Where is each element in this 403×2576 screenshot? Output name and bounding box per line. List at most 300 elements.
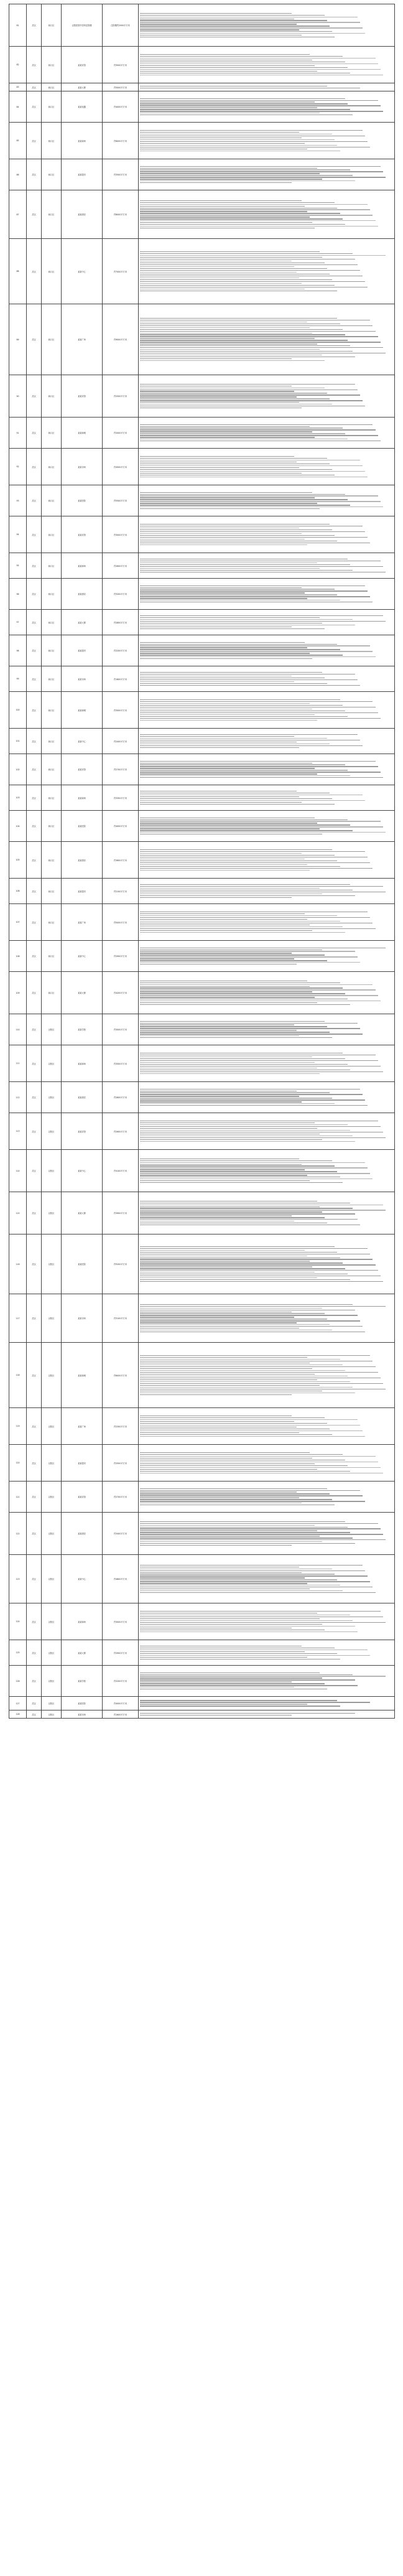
requirement-line: [140, 1092, 330, 1093]
requirement-line: [140, 649, 340, 650]
requirement-line: [140, 1541, 322, 1542]
row-requirements: [139, 1666, 395, 1697]
row-district: 硚口区: [42, 729, 62, 754]
requirement-line: [140, 1359, 340, 1360]
requirement-line: [140, 345, 350, 346]
requirement-line: [140, 699, 340, 700]
requirement-line: [140, 1266, 312, 1267]
row-requirements: [139, 754, 395, 785]
requirement-line: [140, 1495, 363, 1496]
requirement-line: [140, 426, 310, 427]
row-district: 汉阳区: [42, 1555, 62, 1603]
requirement-line: [140, 1252, 337, 1253]
row-district: 硚口区: [42, 811, 62, 842]
table-row: [9, 418, 395, 449]
requirement-line: [140, 1211, 322, 1212]
table-row: [9, 47, 395, 83]
row-requirements: [139, 553, 395, 579]
requirement-line: [140, 1463, 315, 1464]
row-district: 汉阳区: [42, 1482, 62, 1513]
row-unit-name: 某某大厦: [62, 83, 103, 91]
requirement-line: [140, 69, 381, 70]
row-district: 硚口区: [42, 4, 62, 47]
requirement-line: [140, 433, 345, 434]
row-unit-name: 某某宾馆: [62, 47, 103, 83]
requirement-line: [140, 535, 335, 536]
requirement-line: [140, 1023, 358, 1024]
row-requirements: [139, 904, 395, 941]
row-number: 93: [9, 485, 27, 516]
row-district: 硚口区: [42, 375, 62, 418]
row-requirements: [139, 811, 395, 842]
requirement-line: [140, 1539, 386, 1540]
row-city: 武汉: [27, 449, 42, 485]
requirement-line: [140, 1425, 360, 1426]
row-building-area: 约2800平方米: [103, 1082, 139, 1113]
row-building-area: 约2900平方米: [103, 1640, 139, 1666]
table-row: [9, 1150, 395, 1192]
requirement-line: [140, 268, 327, 269]
row-building-area: 约1600平方米: [103, 1710, 139, 1719]
requirement-line: [140, 804, 335, 805]
requirement-line: [140, 615, 383, 616]
row-unit-name: 某某医院: [62, 1697, 103, 1710]
requirement-line: [140, 166, 381, 167]
row-unit-name: 某某电器: [62, 91, 103, 123]
row-requirements: [139, 972, 395, 1014]
row-requirements: [139, 1150, 395, 1192]
requirement-line: [140, 1262, 343, 1263]
requirement-line: [140, 396, 297, 397]
requirement-line: [140, 897, 292, 898]
requirement-line: [140, 105, 381, 106]
table-row: [9, 811, 395, 842]
row-city: 武汉: [27, 91, 42, 123]
table-row: [9, 729, 395, 754]
requirement-line: [140, 1579, 337, 1580]
requirement-line: [140, 1366, 376, 1367]
requirement-line: [140, 777, 383, 778]
requirement-line: [140, 1394, 292, 1395]
requirement-line: [140, 1071, 383, 1072]
row-requirements: [139, 1343, 395, 1408]
row-city: 武汉: [27, 1697, 42, 1710]
row-number: 125: [9, 1640, 27, 1666]
requirement-line: [140, 621, 386, 622]
requirement-line: [140, 1167, 368, 1168]
row-district: 汉阳区: [42, 1513, 62, 1555]
requirement-line: [140, 705, 343, 706]
requirement-line: [140, 253, 353, 254]
requirement-line: [140, 1002, 317, 1003]
row-city: 武汉: [27, 1513, 42, 1555]
row-building-area: 约3000平方米: [103, 692, 139, 729]
table-row: [9, 1513, 395, 1555]
requirement-line: [140, 598, 307, 599]
row-number: 115: [9, 1192, 27, 1234]
row-unit-name: 某某宾馆: [62, 1482, 103, 1513]
requirement-line: [140, 921, 340, 922]
requirement-line: [140, 327, 310, 328]
requirement-line: [140, 1268, 345, 1269]
requirement-line: [140, 718, 381, 719]
requirement-line: [140, 1270, 378, 1271]
requirement-line: [140, 1618, 320, 1619]
requirement-line: [140, 962, 360, 963]
row-building-area: 约6000平方米: [103, 123, 139, 159]
requirement-line: [140, 1248, 368, 1249]
row-district: 硚口区: [42, 91, 62, 123]
requirement-line: [140, 884, 350, 885]
requirement-line: [140, 1073, 320, 1074]
row-city: 武汉: [27, 1640, 42, 1666]
requirement-line: [140, 360, 325, 361]
table-row: [9, 375, 395, 418]
row-number: 90: [9, 375, 27, 418]
table-row: [9, 1014, 395, 1045]
row-city: 武汉: [27, 842, 42, 879]
row-district: 硚口区: [42, 692, 62, 729]
requirement-line: [140, 1572, 302, 1573]
table-row: [9, 754, 395, 785]
requirement-line: [140, 1700, 337, 1701]
requirement-line: [140, 524, 330, 525]
row-requirements: [139, 304, 395, 375]
requirement-line: [140, 796, 299, 797]
requirement-line: [140, 989, 376, 990]
table-row: [9, 190, 395, 239]
requirement-line: [140, 1089, 360, 1090]
requirement-line: [140, 564, 350, 565]
requirement-line: [140, 1281, 383, 1282]
table-row: [9, 1482, 395, 1513]
requirement-line: [140, 594, 337, 595]
requirement-line: [140, 1306, 386, 1307]
requirement-line: [140, 1527, 348, 1528]
requirement-line: [140, 864, 307, 865]
row-requirements: [139, 449, 395, 485]
row-number: 102: [9, 754, 27, 785]
row-unit-name: 某某商场: [62, 1045, 103, 1082]
requirement-line: [140, 1035, 299, 1036]
row-city: 武汉: [27, 1603, 42, 1640]
requirement-line: [140, 798, 332, 799]
row-district: 汉阳区: [42, 1343, 62, 1408]
table-row: [9, 579, 395, 610]
row-requirements: [139, 1113, 395, 1150]
requirement-line: [140, 109, 350, 110]
requirement-line: [140, 1657, 307, 1658]
requirement-line: [140, 224, 345, 225]
row-unit-name: 某某市场: [62, 449, 103, 485]
requirement-line: [140, 738, 327, 739]
requirement-line: [140, 173, 320, 174]
requirement-line: [140, 506, 383, 507]
requirement-line: [140, 266, 294, 267]
requirement-line: [140, 826, 383, 827]
requirement-line: [140, 1581, 370, 1582]
requirement-line: [140, 1467, 381, 1468]
row-unit-name: 某某广场: [62, 1408, 103, 1445]
requirement-line: [140, 20, 327, 21]
row-requirements: [139, 1603, 395, 1640]
requirement-line: [140, 658, 312, 659]
requirement-line: [140, 1101, 302, 1102]
requirement-line: [140, 544, 307, 545]
row-district: 汉阳区: [42, 1603, 62, 1640]
row-building-area: 约3000平方米: [103, 47, 139, 83]
table-row: [9, 1192, 395, 1234]
requirement-line: [140, 206, 305, 207]
requirement-line: [140, 1624, 322, 1625]
requirement-line: [140, 349, 320, 350]
row-requirements: [139, 47, 395, 83]
requirement-line: [140, 761, 376, 762]
requirement-line: [140, 222, 312, 223]
requirement-line: [140, 101, 315, 102]
requirement-line: [140, 954, 325, 955]
requirement-line: [140, 642, 305, 643]
requirement-line: [140, 1130, 350, 1131]
requirement-line: [140, 716, 348, 717]
requirement-line: [140, 103, 348, 104]
row-number: 122: [9, 1513, 27, 1555]
requirement-line: [140, 1525, 315, 1526]
requirement-line: [140, 1137, 386, 1138]
row-number: 123: [9, 1555, 27, 1603]
requirement-line: [140, 1141, 355, 1142]
row-number: 94: [9, 516, 27, 553]
row-unit-name: 某某酒店: [62, 579, 103, 610]
row-city: 武汉: [27, 941, 42, 972]
row-number: 109: [9, 972, 27, 1014]
requirement-line: [140, 1454, 343, 1455]
row-district: 汉阳区: [42, 1445, 62, 1482]
row-city: 武汉: [27, 239, 42, 304]
row-requirements: [139, 159, 395, 190]
requirement-line: [140, 1499, 332, 1500]
requirement-line: [140, 628, 325, 629]
requirement-line: [140, 1028, 360, 1029]
requirement-line: [140, 1620, 353, 1621]
requirement-line: [140, 499, 348, 500]
row-district: 汉阳区: [42, 1082, 62, 1113]
requirement-line: [140, 145, 337, 146]
table-row: [9, 972, 395, 1014]
requirement-line: [140, 1452, 310, 1453]
requirement-line: [140, 1385, 320, 1386]
row-number: 128: [9, 1710, 27, 1719]
requirement-line: [140, 1064, 348, 1065]
requirement-line: [140, 325, 373, 326]
row-city: 武汉: [27, 1408, 42, 1445]
row-number: 105: [9, 842, 27, 879]
row-unit-name: 某某大厦: [62, 1640, 103, 1666]
table-row: [9, 785, 395, 811]
requirement-line: [140, 209, 370, 210]
requirement-line: [140, 617, 320, 618]
requirement-line: [140, 347, 383, 348]
row-city: 武汉: [27, 610, 42, 635]
requirement-line: [140, 1497, 299, 1498]
row-building-area: 约5500平方米: [103, 485, 139, 516]
row-building-area: 约2000平方米: [103, 418, 139, 449]
requirement-line: [140, 1419, 358, 1420]
row-requirements: [139, 375, 395, 418]
requirement-line: [140, 830, 353, 831]
requirement-line: [140, 828, 320, 829]
requirement-line: [140, 1368, 312, 1369]
row-unit-name: 汉阳医院中医科住院楼: [62, 4, 103, 47]
row-number: 121: [9, 1482, 27, 1513]
row-building-area: 约3500平方米: [103, 1045, 139, 1082]
table-row: [9, 1234, 395, 1294]
row-district: 汉阳区: [42, 1640, 62, 1666]
row-requirements: [139, 190, 395, 239]
requirement-line: [140, 1379, 317, 1380]
row-unit-name: 某某超市: [62, 1445, 103, 1482]
requirement-line: [140, 1213, 355, 1214]
requirement-line: [140, 928, 376, 929]
row-building-area: 约5200平方米: [103, 1234, 139, 1294]
row-unit-name: 某某医院: [62, 1234, 103, 1294]
row-city: 武汉: [27, 1666, 42, 1697]
row-number: 92: [9, 449, 27, 485]
row-number: 106: [9, 879, 27, 904]
requirement-line: [140, 685, 360, 686]
row-building-area: 约3000平方米: [103, 1603, 139, 1640]
requirement-line: [140, 56, 343, 57]
row-building-area: 约3100平方米: [103, 1294, 139, 1343]
requirement-line: [140, 1122, 315, 1123]
requirement-line: [140, 424, 373, 425]
requirement-line: [140, 358, 292, 359]
row-district: 硚口区: [42, 47, 62, 83]
requirement-line: [140, 1653, 337, 1654]
row-city: 武汉: [27, 159, 42, 190]
requirement-line: [140, 745, 363, 746]
requirement-line: [140, 255, 386, 256]
row-building-area: 约3900平方米: [103, 1192, 139, 1234]
requirement-line: [140, 100, 378, 101]
row-unit-name: 某某商城: [62, 692, 103, 729]
requirement-line: [140, 1383, 383, 1384]
row-building-area: 约8000平方米: [103, 190, 139, 239]
row-building-area: 约2500平方米: [103, 375, 139, 418]
requirement-line: [140, 1164, 302, 1165]
requirement-line: [140, 264, 358, 265]
table-row: [9, 159, 395, 190]
requirement-line: [140, 1037, 332, 1038]
row-district: 硚口区: [42, 579, 62, 610]
table-row: [9, 304, 395, 375]
requirement-line: [140, 351, 353, 352]
requirement-line: [140, 1026, 327, 1027]
row-requirements: [139, 692, 395, 729]
requirement-line: [140, 107, 317, 108]
table-row: [9, 1294, 395, 1343]
row-number: 103: [9, 785, 27, 811]
row-district: 硚口区: [42, 754, 62, 785]
row-unit-name: 某某宾馆: [62, 375, 103, 418]
row-building-area: 约3600平方米: [103, 842, 139, 879]
requirement-line: [140, 1583, 307, 1584]
row-unit-name: 某某宾馆: [62, 1113, 103, 1150]
row-number: 100: [9, 692, 27, 729]
requirement-line: [140, 384, 355, 385]
row-district: 硚口区: [42, 842, 62, 879]
row-district: 汉阳区: [42, 1234, 62, 1294]
requirement-line: [140, 681, 294, 682]
requirement-line: [140, 1357, 307, 1358]
row-district: 汉阳区: [42, 1045, 62, 1082]
requirement-line: [140, 1165, 335, 1166]
row-unit-name: 某某商场: [62, 553, 103, 579]
row-district: 硚口区: [42, 785, 62, 811]
row-building-area: 约2200平方米: [103, 1666, 139, 1697]
requirement-line: [140, 285, 335, 286]
row-district: 硚口区: [42, 190, 62, 239]
table-row: [9, 1697, 395, 1710]
row-number: 95: [9, 553, 27, 579]
row-requirements: [139, 1445, 395, 1482]
requirement-line: [140, 991, 312, 992]
requirement-line: [140, 766, 378, 767]
row-unit-name: 某某商场: [62, 785, 103, 811]
requirement-line: [140, 701, 373, 702]
requirement-line: [140, 1215, 292, 1216]
requirement-line: [140, 993, 345, 994]
row-city: 武汉: [27, 1343, 42, 1408]
requirement-line: [140, 819, 348, 820]
requirement-line: [140, 1528, 381, 1529]
row-number: 127: [9, 1697, 27, 1710]
requirement-line: [140, 458, 327, 459]
requirement-line: [140, 1387, 353, 1388]
requirement-line: [140, 800, 365, 801]
requirement-line: [140, 402, 299, 403]
requirement-line: [140, 853, 302, 854]
requirement-line: [140, 270, 360, 271]
requirement-line: [140, 1565, 363, 1566]
requirement-line: [140, 1543, 355, 1544]
requirement-line: [140, 1128, 317, 1129]
requirement-line: [140, 1264, 376, 1265]
requirement-line: [140, 318, 337, 319]
requirement-line: [140, 182, 292, 183]
requirement-line: [140, 33, 365, 34]
row-unit-name: 某某医院: [62, 485, 103, 516]
requirement-line: [140, 855, 335, 856]
requirement-line: [140, 1631, 358, 1632]
row-building-area: 约5000平方米: [103, 83, 139, 91]
requirement-line: [140, 960, 327, 961]
row-requirements: [139, 418, 395, 449]
requirement-line: [140, 1099, 365, 1100]
requirement-line: [140, 1318, 327, 1319]
requirement-line: [140, 1313, 325, 1314]
row-requirements: [139, 1640, 395, 1666]
row-building-area: 约2900平方米: [103, 941, 139, 972]
requirement-line: [140, 211, 307, 212]
requirement-line: [140, 644, 337, 645]
requirement-line: [140, 1304, 353, 1305]
requirement-line: [140, 764, 345, 765]
row-requirements: [139, 1482, 395, 1513]
row-number: 101: [9, 729, 27, 754]
requirement-line: [140, 919, 307, 920]
row-unit-name: 某某宾馆: [62, 516, 103, 553]
